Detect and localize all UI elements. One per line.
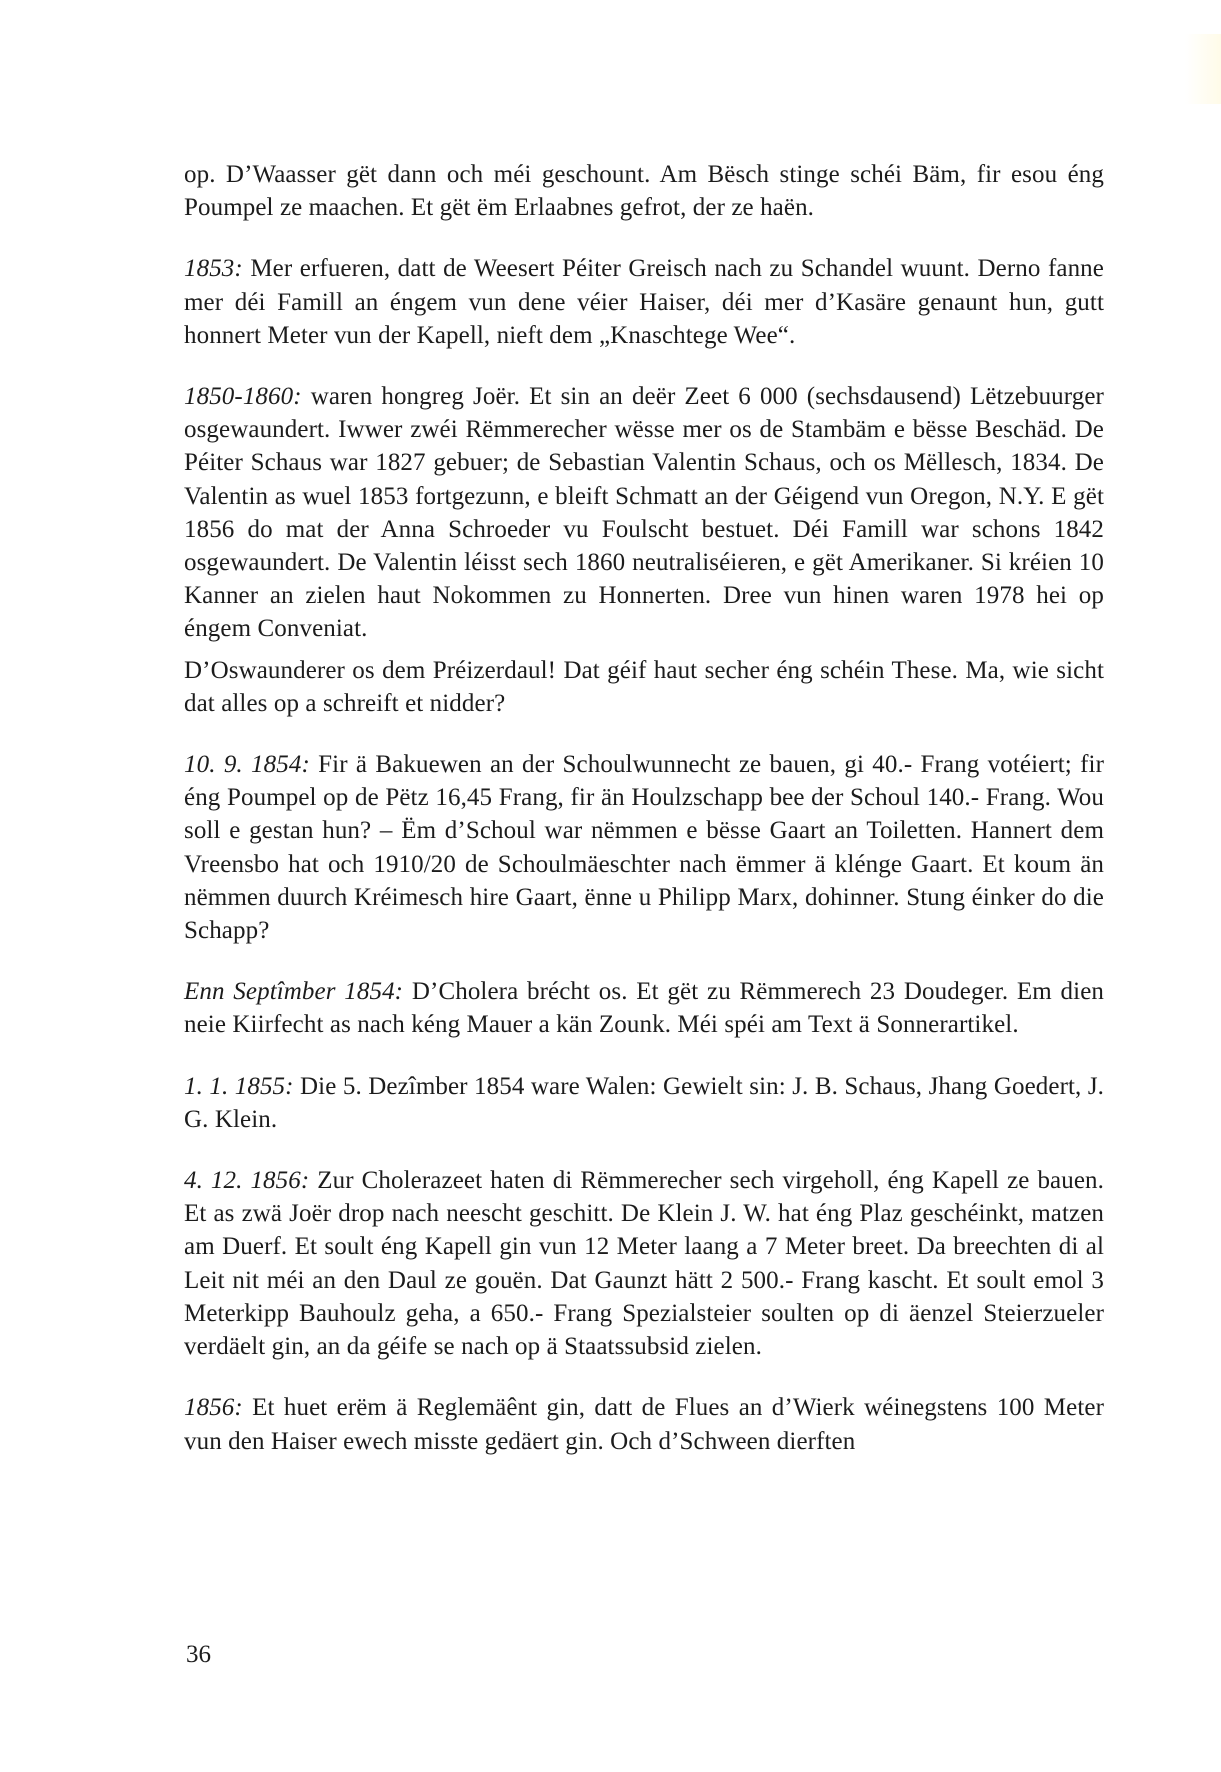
paragraph-text: D’Cholera brécht os. Et gët zu Rëmmerech 23 Doudeger. Em dien neie Kiirfecht as nach kéng Mauer a kän Zounk. Méi spéi am Text ä Sonnerartikel. [184,978,1104,1039]
paragraph [184,380,1104,646]
page-body [184,158,1104,1458]
paragraph [184,1391,1104,1457]
paragraph [184,1164,1104,1363]
entry-date: 1850-1860: [184,383,302,411]
entry-date: 1. 1. 1855: [184,1072,294,1100]
paragraph-text: D’Oswaunderer os dem Préizerdaul! Dat géif haut secher éng schéin These. Ma, wie sicht dat alles op a schreift et nidder? [184,656,1104,717]
paragraph [184,158,1104,224]
paragraph [184,1070,1104,1136]
paragraph-text: op. D’Waasser gët dann och méi geschount. Am Bësch stinge schéi Bäm, fir esou éng Poumpel ze maachen. Et gët ëm Erlaabnes gefrot, der ze haën. [184,161,1104,222]
page-number: 36 [186,1641,211,1668]
paragraph [184,252,1104,352]
paragraph-text: Fir ä Bakuewen an der Schoulwunnecht ze bauen, gi 40.- Frang votéiert; fir éng Poumpel op de Pëtz 16,45 Frang, fir än Houlzschapp bee der Schoul 140.- Frang. Wou soll e gestan hun? – Ëm d’Schoul war nëmmen e bësse Gaart an Toiletten. Hannert dem Vreensbo hat och 1910/20 de Schoulmäeschter nach ëmmer ä klénge Gaart. Et koum än nëmmen duurch Kréimesch hire Gaart, ënne u Philipp Marx, dohinner. Stung éinker do die Schapp? [184,751,1104,945]
paragraph-text: Zur Cholerazeet haten di Rëmmerecher sech virgeholl, éng Kapell ze bauen. Et as zwä Joër drop nach neescht geschitt. De Klein J. W. hat éng Plaz geschéinkt, matzen am Duerf. Et soult éng Kapell gin vun 12 Meter laang a 7 Meter breet. Da breechten di al Leit nit méi an den Daul ze gouën. Dat Gaunzt hätt 2 500.- Frang kascht. Et soult emol 3 Meterkipp Bauhoulz geha, a 650.- Frang Spezialsteier soulten op di äenzel Steierzueler verdäelt gin, an da géife se nach op ä Staatssubsid zielen. [184,1167,1104,1361]
entry-date: 4. 12. 1856: [184,1167,310,1195]
entry-date: Enn Septîmber 1854: [184,978,404,1006]
paragraph [184,975,1104,1041]
paragraph [184,654,1104,720]
paragraph-text: Et huet erëm ä Reglemäênt gin, datt de Flues an d’Wierk wéinegstens 100 Meter vun den Haiser ewech misste gedäert gin. Och d’Schween dierften [184,1394,1104,1455]
entry-date: 1853: [184,255,243,283]
paragraph [184,748,1104,947]
entry-date: 10. 9. 1854: [184,751,310,779]
paragraph-text: waren hongreg Joër. Et sin an deër Zeet 6 000 (sechsdausend) Lëtzebuurger osgewaundert. Iwwer zwéi Rëmmerecher wësse mer os de Stambäm e bësse Beschäd. De Péiter Schaus war 1827 gebuer; de Sebastian Valentin Schaus, och os Mëllesch, 1834. De Valentin as wuel 1853 fortgezunn, e bleift Schmatt an der Géigend vun Oregon, N.Y. E gët 1856 do mat der Anna Schroeder vu Foulscht bestuet. Déi Famill war schons 1842 osgewaundert. De Valentin léisst sech 1860 neutraliséieren, e gët Amerikaner. Si kréien 10 Kanner an zielen haut Nokommen zu Honnerten. Dree vun hinen waren 1978 hei op éngem Conveniat. [184,383,1104,643]
paragraph-text: Mer erfueren, datt de Weesert Péiter Greisch nach zu Schandel wuunt. Derno fanne mer déi Famill an éngem vun dene véier Haiser, déi mer d’Kasäre genaunt hun, gutt honnert Meter vun der Kapell, nieft dem „Knaschtege Wee“. [184,255,1104,349]
paragraph-text: Die 5. Dezîmber 1854 ware Walen: Gewielt sin: J. B. Schaus, Jhang Goedert, J. G. Klein. [184,1072,1104,1133]
scan-tint [1185,34,1221,104]
entry-date: 1856: [184,1394,243,1422]
